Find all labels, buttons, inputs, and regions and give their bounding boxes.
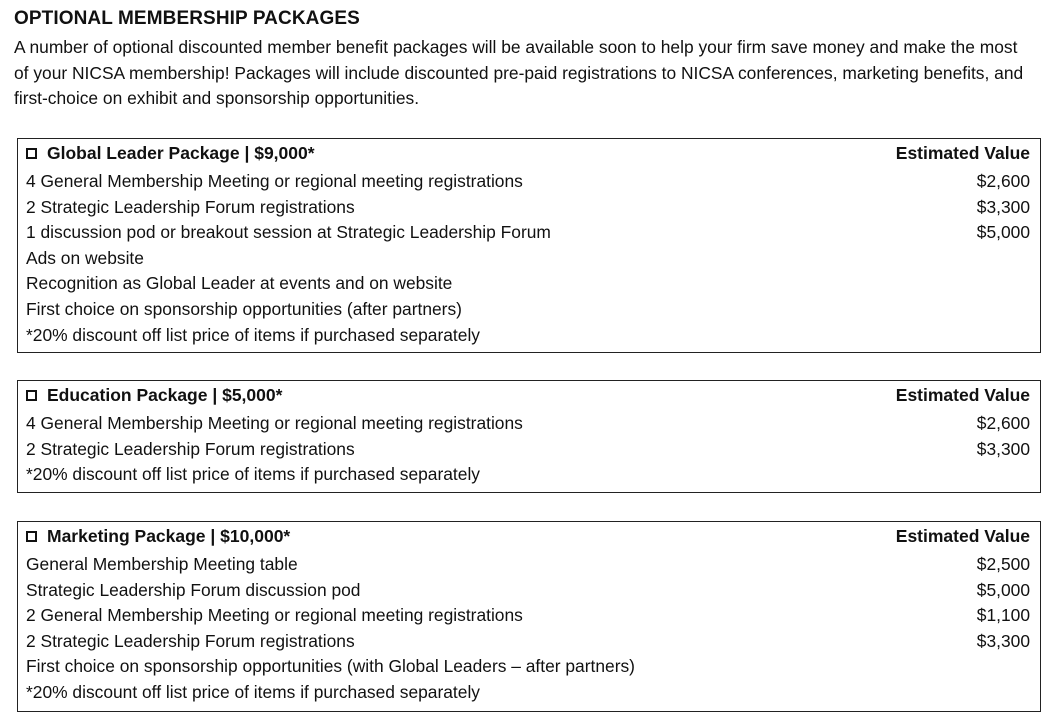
estimated-value-header: Estimated Value (895, 385, 1030, 405)
package-item (18, 463, 1040, 489)
page-heading: OPTIONAL MEMBERSHIP PACKAGES (14, 8, 360, 29)
package-title: Global Leader Package | $9,000* (47, 143, 315, 163)
item-description: General Membership Meeting table (26, 554, 298, 574)
item-description: *20% discount off list price of items if purchased separately (26, 324, 480, 345)
package-header (18, 381, 1040, 412)
item-description: *20% discount off list price of items if purchased separately (26, 681, 480, 702)
item-description: 2 Strategic Leadership Forum registrations (26, 196, 355, 217)
checkbox-icon[interactable] (26, 390, 37, 401)
item-description: 2 Strategic Leadership Forum registrations (26, 630, 355, 651)
package-item (18, 170, 1040, 196)
package-education (17, 380, 1041, 493)
item-description: Ads on website (26, 247, 144, 268)
package-item (18, 298, 1040, 324)
package-item (18, 579, 1040, 605)
item-value: $2,600 (976, 171, 1030, 191)
item-description: First choice on sponsorship opportunities (after partners) (26, 298, 462, 319)
item-value: $2,500 (976, 554, 1030, 574)
package-item (18, 681, 1040, 707)
package-header (18, 522, 1040, 553)
package-items (18, 553, 1040, 707)
item-value: $3,300 (976, 630, 1030, 651)
checkbox-icon[interactable] (26, 148, 37, 159)
package-item (18, 604, 1040, 630)
intro-paragraph: A number of optional discounted member benefit packages will be available soon to help your firm save money and make the most of your NICSA membership! Packages will include discounted pre-paid registrations to NICSA conferences, marketing benefits, and first-choice on exhibit and sponsorship opportunities. (14, 37, 1024, 108)
package-item (18, 630, 1040, 656)
package-marketing (17, 521, 1041, 712)
package-item (18, 247, 1040, 273)
package-title-row (26, 526, 290, 547)
checkbox-icon[interactable] (26, 531, 37, 542)
item-description: 2 General Membership Meeting or regional meeting registrations (26, 605, 523, 626)
package-header (18, 139, 1040, 170)
package-items (18, 412, 1040, 489)
package-title: Marketing Package | $10,000* (47, 526, 291, 546)
item-description: 1 discussion pod or breakout session at Strategic Leadership Forum (26, 222, 551, 243)
package-item (18, 221, 1040, 247)
package-item (18, 324, 1040, 350)
package-item (18, 196, 1040, 222)
package-item (18, 655, 1040, 681)
item-value: $5,000 (976, 579, 1030, 600)
item-description: 4 General Membership Meeting or regional meeting registrations (26, 171, 523, 191)
item-description: Recognition as Global Leader at events and on website (26, 273, 453, 294)
package-title-row (26, 385, 282, 406)
package-title-row (26, 143, 315, 164)
estimated-value-header: Estimated Value (895, 143, 1030, 163)
item-value: $5,000 (976, 222, 1030, 243)
item-value: $3,300 (976, 196, 1030, 217)
package-item (18, 412, 1040, 438)
package-item (18, 272, 1040, 298)
item-description: 2 Strategic Leadership Forum registrations (26, 438, 355, 459)
estimated-value-header: Estimated Value (895, 526, 1030, 546)
item-description: 4 General Membership Meeting or regional meeting registrations (26, 413, 523, 433)
item-value: $2,600 (976, 413, 1030, 433)
package-item (18, 438, 1040, 464)
item-description: Strategic Leadership Forum discussion pod (26, 579, 361, 600)
package-item (18, 553, 1040, 579)
item-description: First choice on sponsorship opportunities (with Global Leaders – after partners) (26, 656, 635, 677)
item-value: $3,300 (976, 438, 1030, 459)
package-title: Education Package | $5,000* (47, 385, 283, 405)
item-value: $1,100 (976, 605, 1030, 626)
package-global-leader (17, 138, 1041, 353)
package-items (18, 170, 1040, 349)
item-description: *20% discount off list price of items if purchased separately (26, 464, 480, 485)
